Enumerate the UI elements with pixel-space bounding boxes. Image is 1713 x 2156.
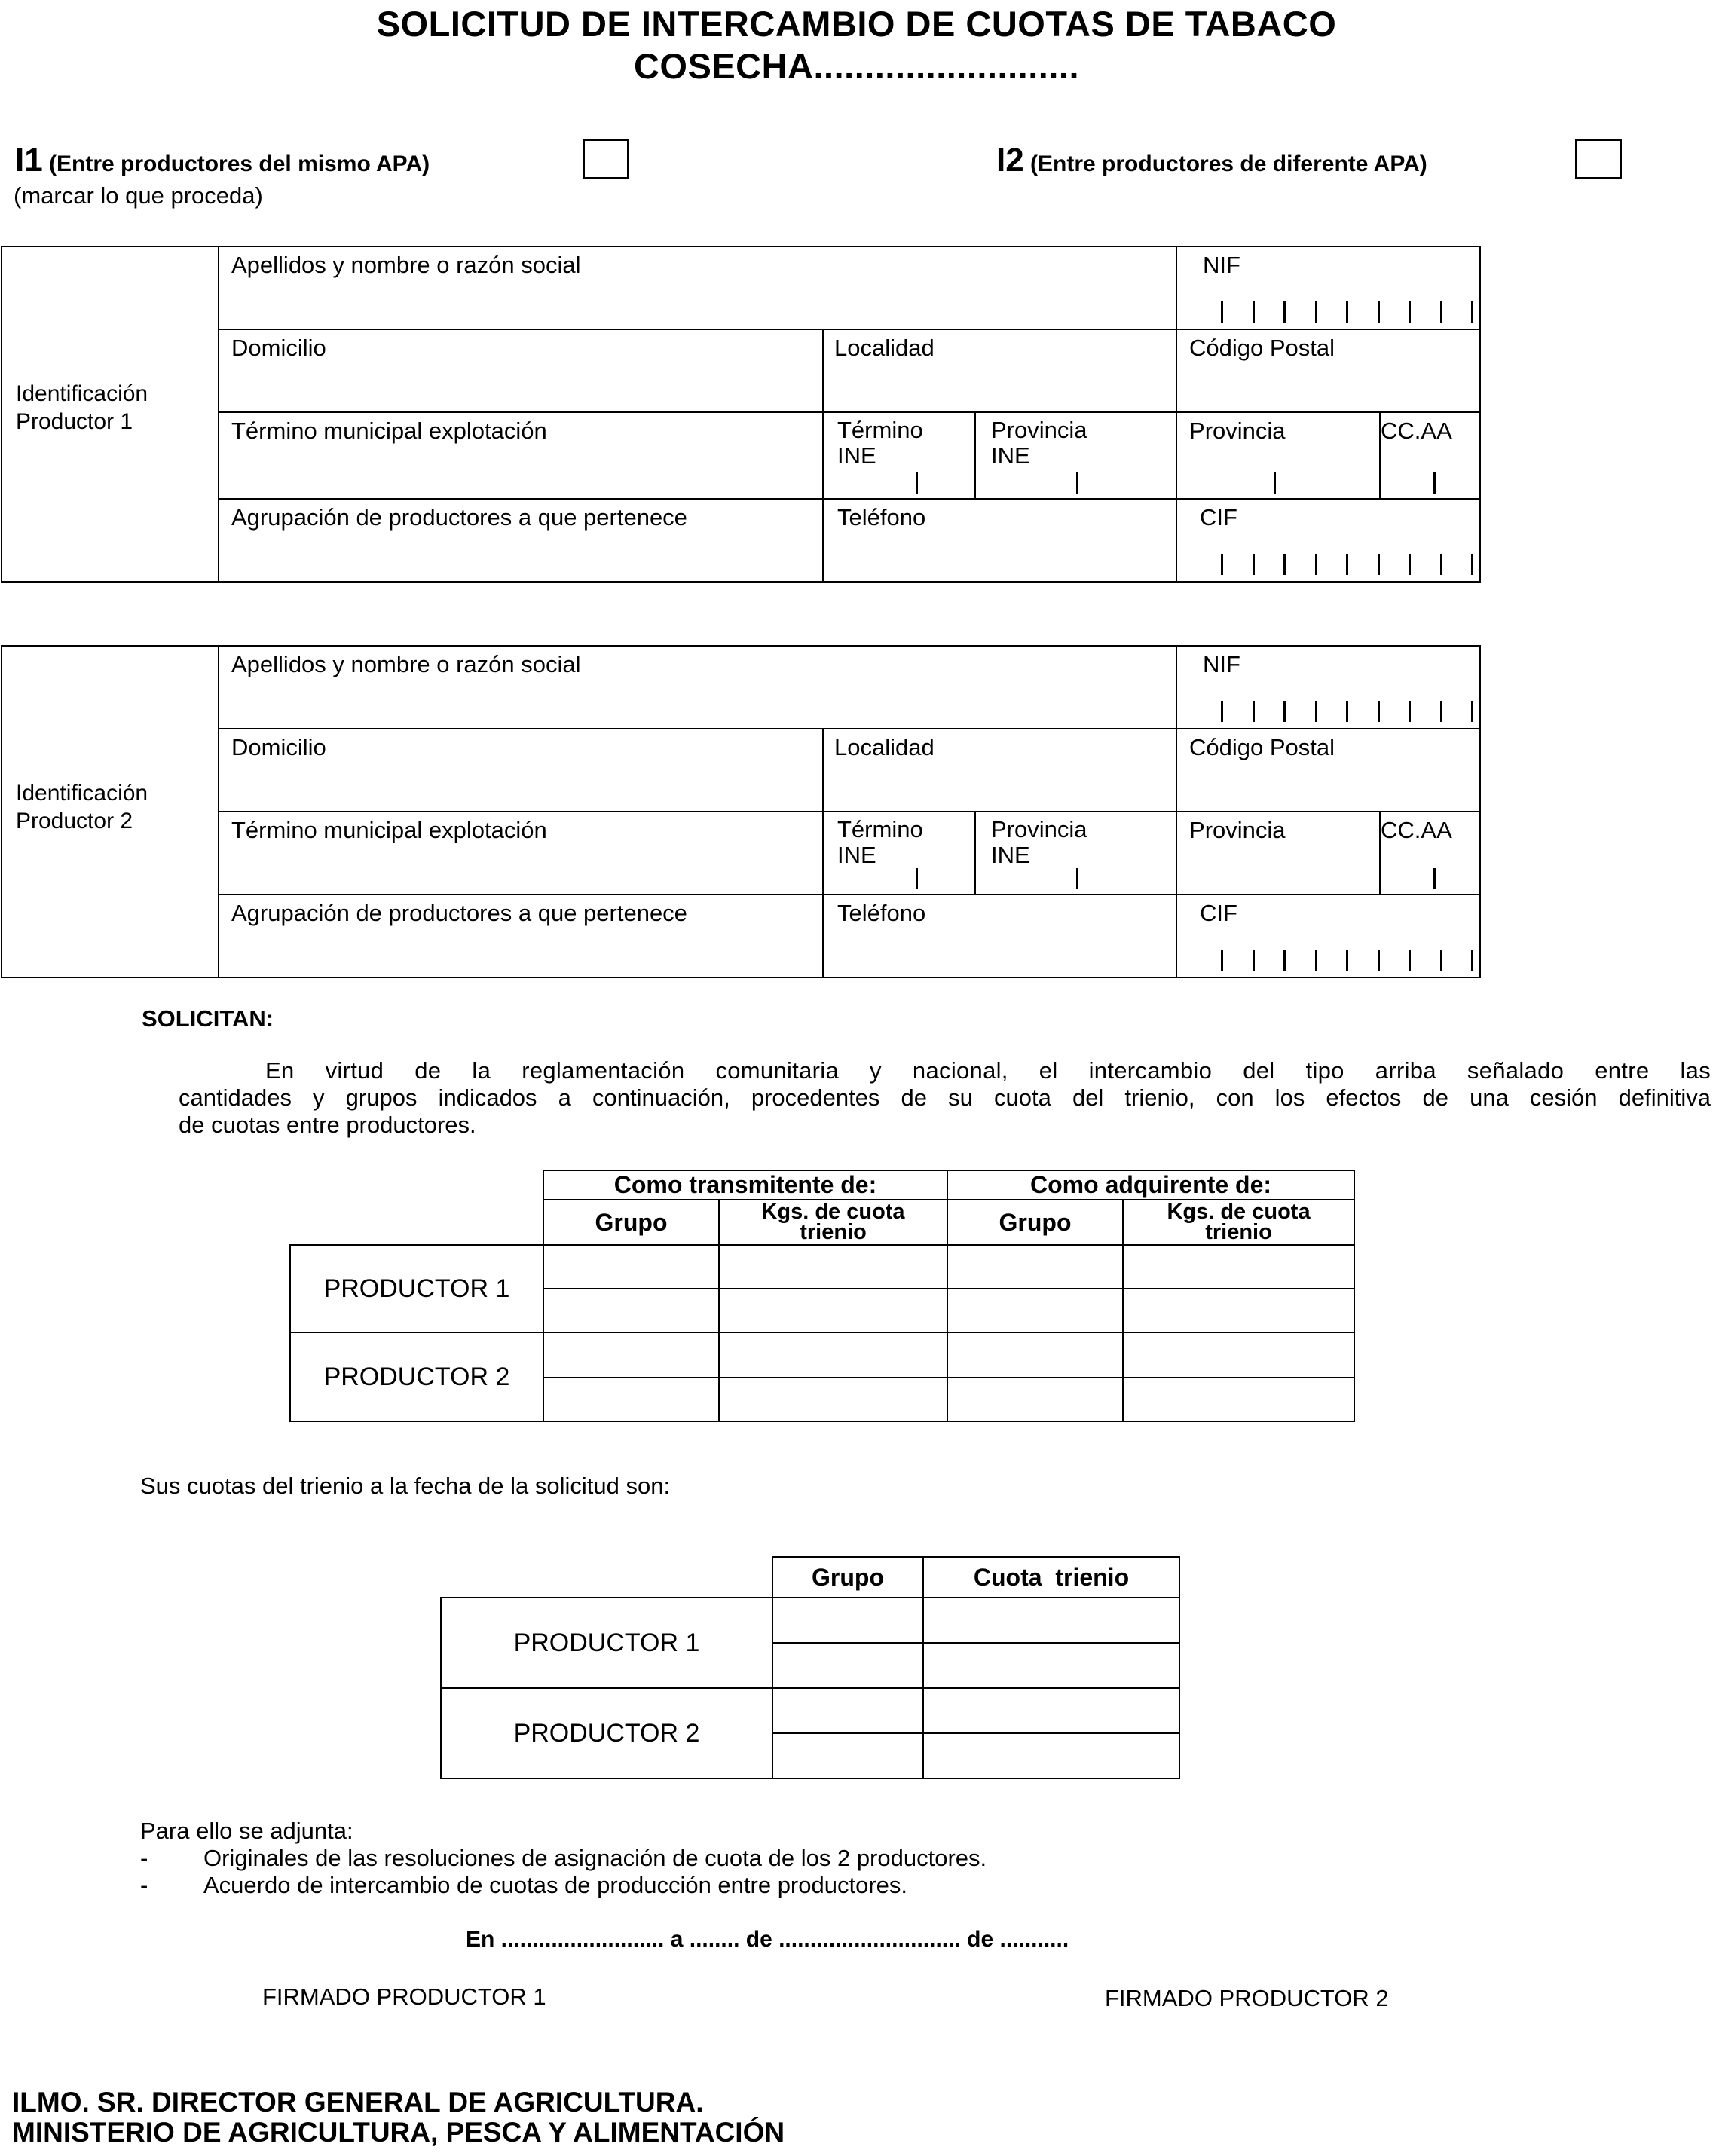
localidad-label: Localidad <box>834 734 935 760</box>
attachment-item-2: Acuerdo de intercambio de cuotas de producción entre productores. <box>203 1872 908 1898</box>
nif-label: NIF <box>1203 252 1240 278</box>
provincia-ine-field[interactable] <box>975 812 1176 895</box>
provincia-ine-label-2: INE <box>991 842 1030 868</box>
harvest-line: COSECHA.......................... <box>633 46 1080 86</box>
option-i1-code: I1 <box>15 142 43 179</box>
solicitan-heading: SOLICITAN: <box>142 1005 274 1032</box>
nif-ticks <box>1221 701 1473 722</box>
quota-table <box>440 1556 1180 1779</box>
kgs-header-adquirente: Kgs. de cuota trienio <box>1123 1200 1354 1245</box>
agrupacion-label: Agrupación de productores a que pertenece <box>231 504 687 531</box>
cif-label: CIF <box>1200 900 1237 926</box>
apellidos-field[interactable] <box>219 246 1176 329</box>
transmitente-header: Como transmitente de: <box>543 1170 947 1200</box>
quota-row-label-1: PRODUCTOR 1 <box>441 1598 772 1688</box>
quota-cell[interactable] <box>923 1643 1179 1688</box>
option-i2-code: I2 <box>996 142 1024 179</box>
cif-field[interactable] <box>1176 895 1480 977</box>
provincia-ine-label-1: Provincia <box>991 816 1087 843</box>
provincia-ine-label-1: Provincia <box>991 417 1087 443</box>
grupo-header-adquirente: Grupo <box>947 1200 1123 1245</box>
producer-1-table <box>1 246 1656 583</box>
quota-cell[interactable] <box>772 1688 923 1733</box>
nif-field[interactable] <box>1176 646 1480 729</box>
solicitan-line-2: cantidades y grupos indicados a continuación, procedentes de su cuota del trienio, con los efectos de una cesión definitiva <box>179 1084 1711 1111</box>
apellidos-field[interactable] <box>219 646 1176 729</box>
attachment-bullet: - <box>140 1845 148 1871</box>
signature-producer-1: FIRMADO PRODUCTOR 1 <box>262 1983 546 2010</box>
solicitan-line-1: En virtud de la reglamentación comunitaria y nacional, el intercambio del tipo arriba señalado entre las <box>265 1057 1711 1084</box>
telefono-field[interactable] <box>823 895 1176 977</box>
exchange-cell[interactable] <box>947 1332 1123 1378</box>
quota-cuota-header: Cuota trienio <box>923 1557 1179 1598</box>
termino-ine-field[interactable] <box>823 412 975 499</box>
exchange-cell[interactable] <box>947 1245 1123 1289</box>
nif-field[interactable] <box>1176 246 1480 329</box>
producer-1-label-2: Productor 1 <box>16 409 133 434</box>
producer-1-label-1: Identificación <box>16 381 148 406</box>
option-i1 <box>15 142 430 179</box>
quota-cell[interactable] <box>772 1598 923 1643</box>
apellidos-label: Apellidos y nombre o razón social <box>231 651 581 677</box>
exchange-cell[interactable] <box>543 1378 719 1421</box>
termino-ine-label-1: Término <box>837 816 923 843</box>
quota-cell[interactable] <box>772 1733 923 1778</box>
quota-cell[interactable] <box>923 1688 1179 1733</box>
exchange-row-label-1: PRODUCTOR 1 <box>290 1245 543 1332</box>
termino-ine-field[interactable] <box>823 812 975 895</box>
option-i2-checkbox[interactable] <box>1575 139 1622 179</box>
attachment-item-1: Originales de las resoluciones de asignación de cuota de los 2 productores. <box>203 1845 987 1871</box>
provincia-label: Provincia <box>1189 417 1286 444</box>
codigo-postal-label: Código Postal <box>1189 335 1335 361</box>
quota-row-label-2: PRODUCTOR 2 <box>441 1688 772 1778</box>
cif-ticks <box>1221 950 1473 971</box>
termino-municipal-field[interactable] <box>219 812 823 895</box>
attachments-heading: Para ello se adjunta: <box>140 1818 353 1844</box>
quota-cell[interactable] <box>772 1643 923 1688</box>
termino-ine-label-2: INE <box>837 442 876 469</box>
producer-2-table <box>1 645 1656 978</box>
cif-field[interactable] <box>1176 499 1480 582</box>
codigo-postal-field[interactable] <box>1176 329 1480 412</box>
domicilio-field[interactable] <box>219 729 823 812</box>
producer-2-label-cell <box>2 646 219 977</box>
producer-2-label-2: Productor 2 <box>16 809 133 833</box>
exchange-cell[interactable] <box>719 1289 947 1332</box>
exchange-cell[interactable] <box>1123 1245 1354 1289</box>
page-title: SOLICITUD DE INTERCAMBIO DE CUOTAS DE TABACO <box>376 4 1337 44</box>
solicitan-line-3: de cuotas entre productores. <box>179 1112 476 1138</box>
exchange-cell[interactable] <box>719 1378 947 1421</box>
termino-municipal-label: Término municipal explotación <box>231 417 547 444</box>
localidad-field[interactable] <box>823 729 1176 812</box>
exchange-cell[interactable] <box>543 1289 719 1332</box>
exchange-cell[interactable] <box>719 1332 947 1378</box>
exchange-cell[interactable] <box>1123 1378 1354 1421</box>
attachment-bullet: - <box>140 1872 148 1898</box>
apellidos-label: Apellidos y nombre o razón social <box>231 252 581 278</box>
telefono-label: Teléfono <box>837 900 926 926</box>
nif-label: NIF <box>1203 651 1240 677</box>
option-i2 <box>996 142 1427 179</box>
codigo-postal-label: Código Postal <box>1189 734 1335 760</box>
exchange-cell[interactable] <box>1123 1289 1354 1332</box>
exchange-cell[interactable] <box>543 1332 719 1378</box>
producer-1-label-cell <box>2 246 219 582</box>
provincia-field[interactable] <box>1176 412 1380 499</box>
addressee-line-2: MINISTERIO DE AGRICULTURA, PESCA Y ALIMENTACIÓN <box>12 2117 785 2148</box>
quota-cell[interactable] <box>923 1598 1179 1643</box>
agrupacion-field[interactable] <box>219 895 823 977</box>
exchange-row-label-2: PRODUCTOR 2 <box>290 1332 543 1421</box>
termino-ine-label-1: Término <box>837 417 923 443</box>
termino-municipal-label: Término municipal explotación <box>231 817 547 843</box>
domicilio-label: Domicilio <box>231 734 326 760</box>
ccaa-field[interactable] <box>1380 412 1480 499</box>
domicilio-label: Domicilio <box>231 335 326 361</box>
quota-grupo-header: Grupo <box>772 1557 923 1598</box>
option-hint: (marcar lo que proceda) <box>14 182 263 209</box>
quota-cell[interactable] <box>923 1733 1179 1778</box>
ccaa-label: CC.AA <box>1381 417 1452 444</box>
cif-ticks <box>1221 554 1473 575</box>
producer-2-label-1: Identificación <box>16 781 148 806</box>
exchange-cell[interactable] <box>1123 1332 1354 1378</box>
ccaa-field[interactable] <box>1380 812 1480 895</box>
adquirente-header: Como adquirente de: <box>947 1170 1354 1200</box>
localidad-field[interactable] <box>823 329 1176 412</box>
addressee-line-1: ILMO. SR. DIRECTOR GENERAL DE AGRICULTURA. <box>12 2087 704 2118</box>
exchange-cell[interactable] <box>543 1245 719 1289</box>
telefono-field[interactable] <box>823 499 1176 582</box>
option-i1-text: (Entre productores del mismo APA) <box>49 151 430 176</box>
kgs-header-transmitente: Kgs. de cuota trienio <box>719 1200 947 1245</box>
quotas-intro: Sus cuotas del trienio a la fecha de la solicitud son: <box>140 1473 671 1499</box>
localidad-label: Localidad <box>834 335 935 361</box>
telefono-label: Teléfono <box>837 504 926 531</box>
grupo-header-transmitente: Grupo <box>543 1200 719 1245</box>
termino-ine-label-2: INE <box>837 842 876 868</box>
provincia-ine-field[interactable] <box>975 412 1176 499</box>
termino-municipal-field[interactable] <box>219 412 823 499</box>
exchange-table <box>289 1170 1355 1422</box>
ccaa-label: CC.AA <box>1381 817 1452 843</box>
provincia-field[interactable] <box>1176 812 1380 895</box>
signature-producer-2: FIRMADO PRODUCTOR 2 <box>1105 1985 1389 2011</box>
nif-ticks <box>1221 301 1473 323</box>
option-i2-text: (Entre productores de diferente APA) <box>1030 151 1427 176</box>
codigo-postal-field[interactable] <box>1176 729 1480 812</box>
domicilio-field[interactable] <box>219 329 823 412</box>
option-i1-checkbox[interactable] <box>583 139 629 179</box>
exchange-cell[interactable] <box>719 1245 947 1289</box>
provincia-label: Provincia <box>1189 817 1286 843</box>
cif-label: CIF <box>1200 504 1237 531</box>
date-line: En .......................... a ........ de ............................. de ........... <box>466 1927 1069 1952</box>
exchange-cell[interactable] <box>947 1289 1123 1332</box>
exchange-cell[interactable] <box>947 1378 1123 1421</box>
agrupacion-field[interactable] <box>219 499 823 582</box>
provincia-ine-label-2: INE <box>991 442 1030 469</box>
agrupacion-label: Agrupación de productores a que pertenece <box>231 900 687 926</box>
